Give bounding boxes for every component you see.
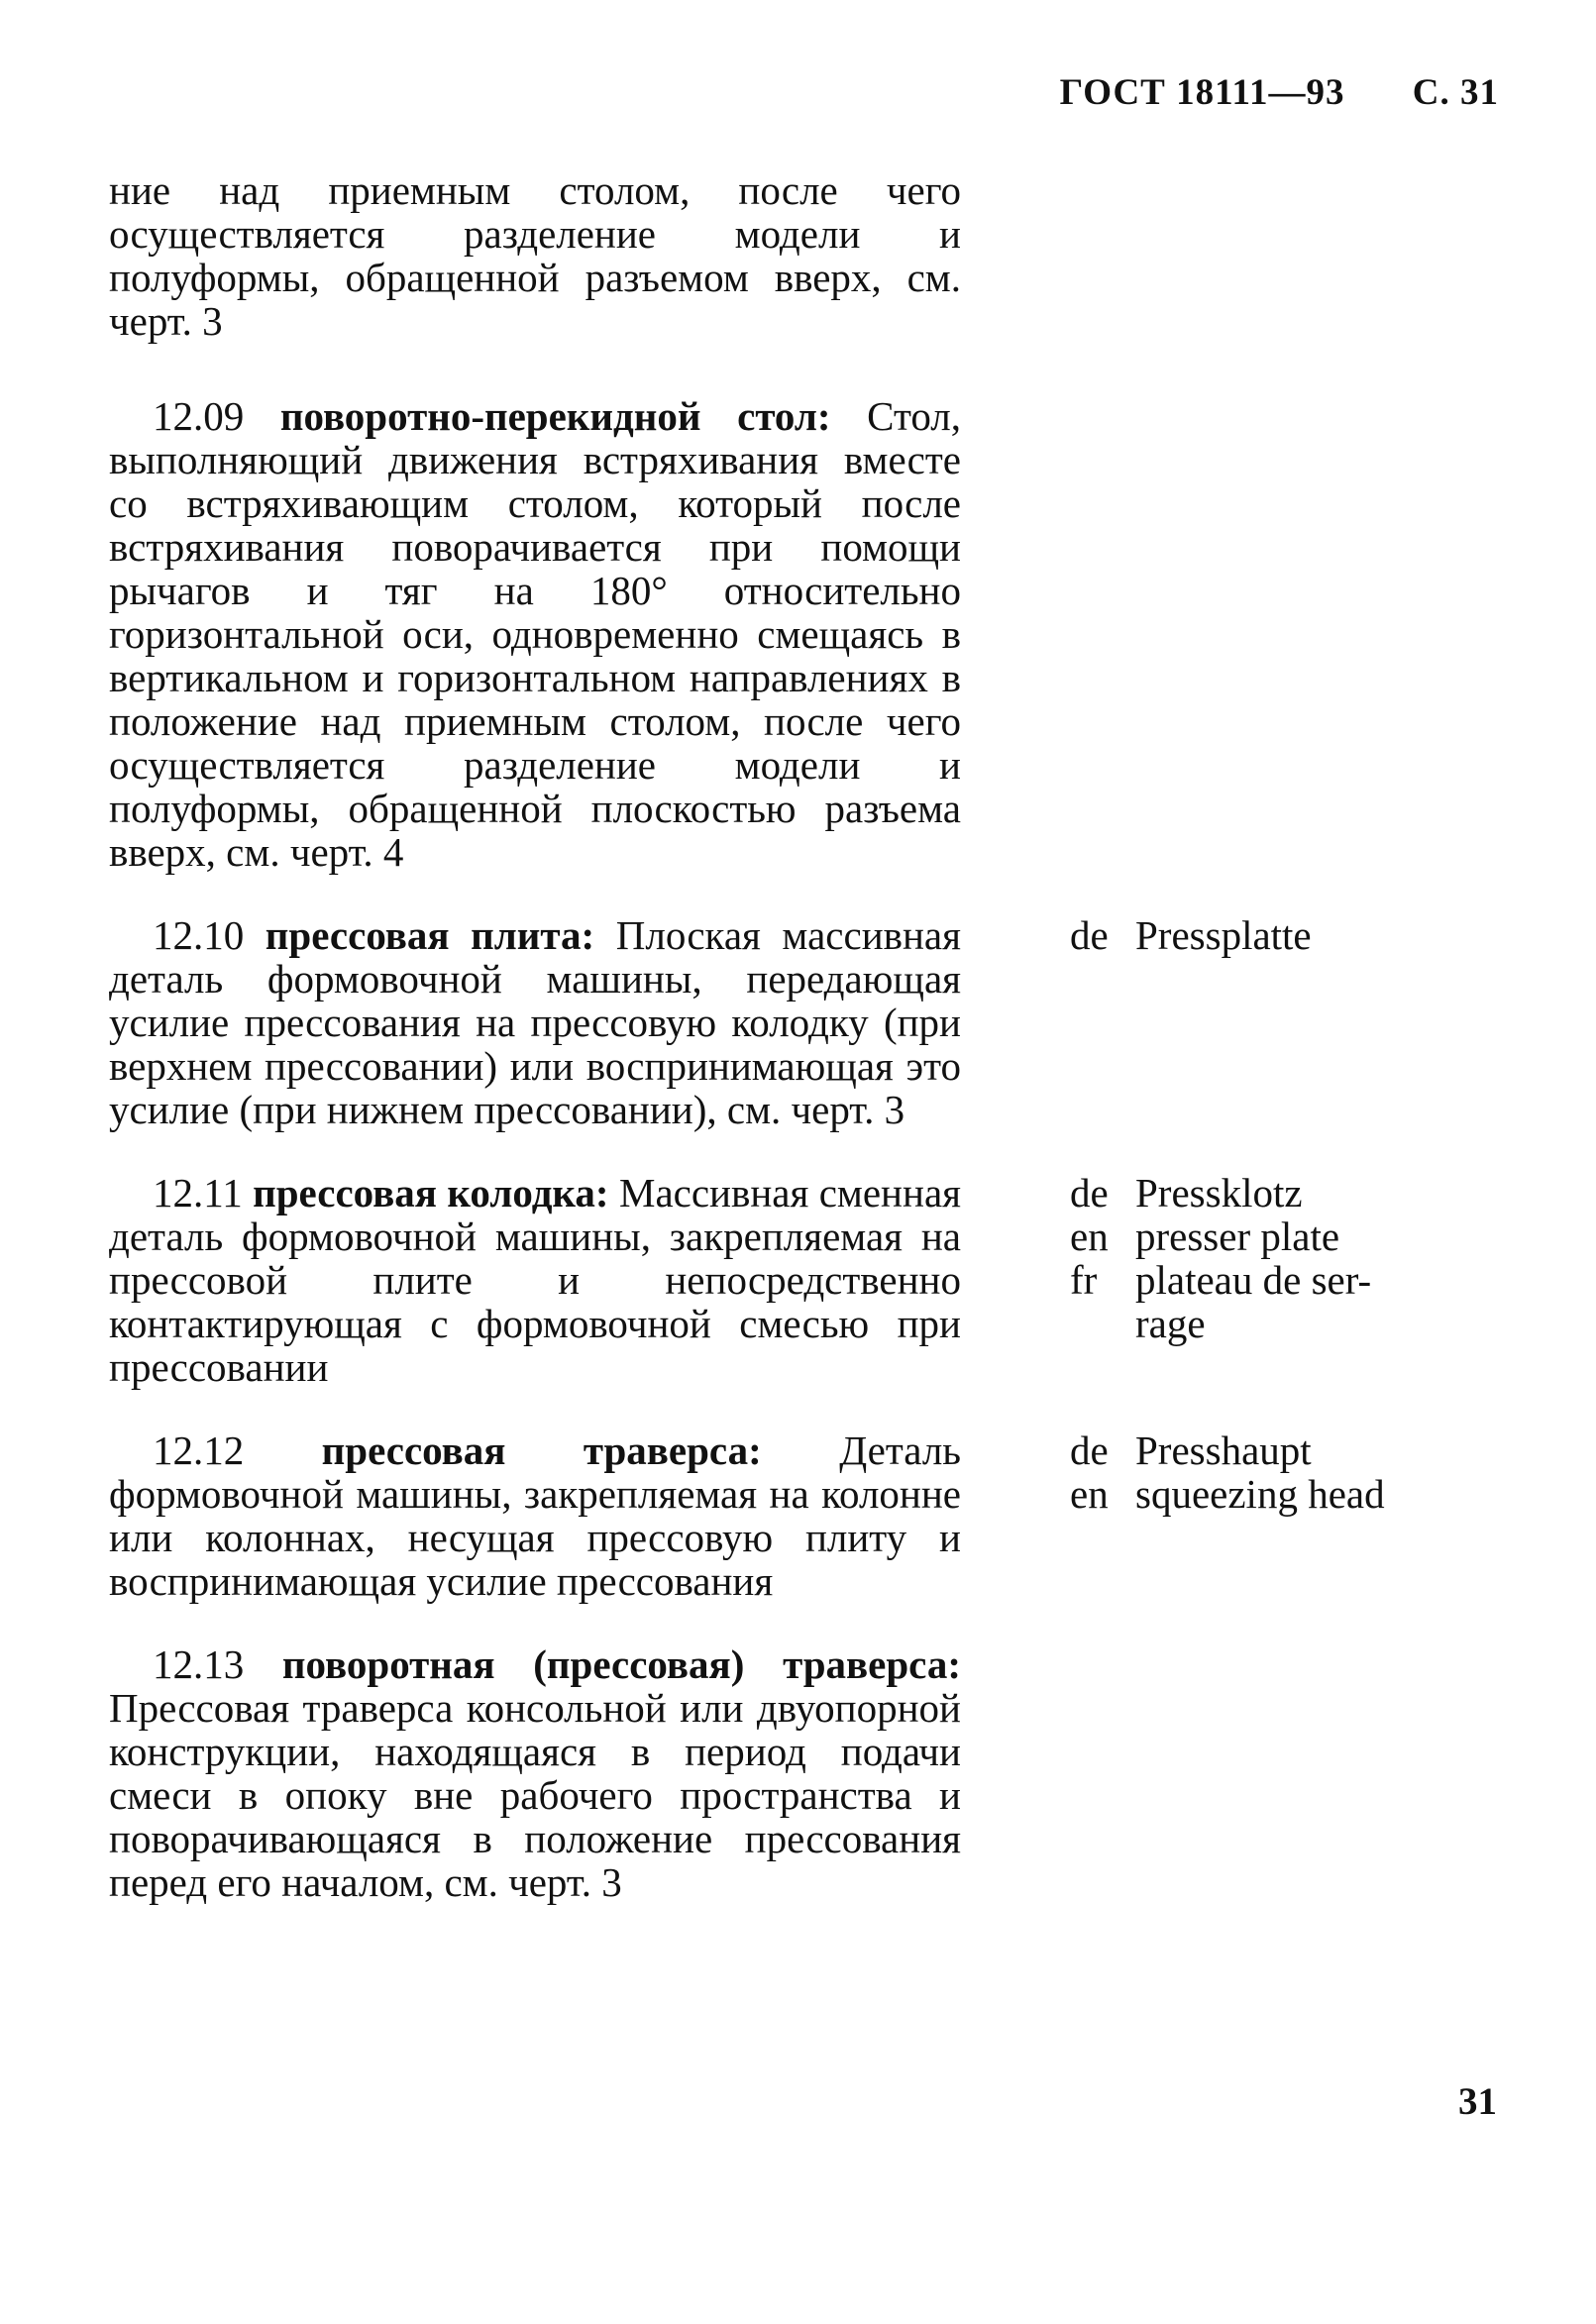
equivalent-term: Pressklotz xyxy=(1135,1170,1303,1215)
entry-number: 12.13 xyxy=(153,1641,245,1687)
entry-term: прессовая колодка: xyxy=(253,1170,609,1215)
entry-definition: Прессовая траверса консольной или двуопорной конструкции, находящаяся в период подачи смеси в опоку вне рабочего пространства и поворачивающаяся в положение прессования перед его началом, см. черт. 3 xyxy=(109,1685,961,1905)
equivalent-term: plateau de ser- xyxy=(1135,1257,1372,1303)
equivalent-line xyxy=(1070,1171,1486,1215)
page-label: С. 31 xyxy=(1412,72,1499,113)
language-code: fr xyxy=(1070,1257,1098,1303)
equivalent-term: Presshaupt xyxy=(1135,1427,1312,1473)
entry-term: поворотная (прессовая) траверса: xyxy=(281,1641,961,1687)
equivalent-line xyxy=(1070,913,1486,957)
equivalent-term: rage xyxy=(1135,1301,1206,1346)
entry-number: 12.11 xyxy=(153,1170,243,1215)
language-code xyxy=(1070,1302,1135,1345)
equivalent-line xyxy=(1070,1302,1486,1345)
entry-12-10 xyxy=(109,913,961,1131)
entry-term: прессовая траверса: xyxy=(321,1427,762,1473)
standard-designation: ГОСТ 18111—93 xyxy=(1059,72,1345,113)
entry-definition: Массивная сменная деталь формовочной машины, закрепляемая на прессовой плите и непосредственно контактирующая с формовочной смесью при прессовании xyxy=(109,1170,961,1390)
equivalent-term: presser plate xyxy=(1135,1214,1340,1259)
entry-number: 12.10 xyxy=(153,912,245,958)
equivalent-term: squeezing head xyxy=(1135,1471,1385,1517)
entry-definition: Деталь формовочной машины, закрепляемая на колонне или колоннах, несущая прессовую плиту и воспринимающая усилие прессования xyxy=(109,1427,961,1604)
entry-12-11 xyxy=(109,1171,961,1389)
entry-number: 12.12 xyxy=(153,1427,245,1473)
entry-12-13 xyxy=(109,1642,961,1904)
page-number: 31 xyxy=(1458,2080,1497,2123)
equivalents-12-10 xyxy=(1070,913,1486,957)
language-code: de xyxy=(1070,912,1109,958)
entry-definition: Стол, выполняющий движения встряхивания вместе со встряхивающим столом, который после встряхивания поворачивается при помощи рычагов и тяг на 180° относительно горизонтальной оси, одновременно смещаясь в вертикальном и горизонтальном направлениях в положение над приемным столом, после чего осуществляется разделение модели и полуформы, обращенной плоскостью разъема вверх, см. черт. 4 xyxy=(109,393,961,875)
entry-12-09 xyxy=(109,394,961,874)
language-code: de xyxy=(1070,1170,1109,1215)
language-code: en xyxy=(1070,1471,1109,1517)
entry-definition: Плоская массивная деталь формовочной машины, передающая усилие прессования на прессовую колодку (при верхнем прессовании) или воспринимающая это усилие (при нижнем прессовании), см. черт. 3 xyxy=(109,912,961,1132)
entry-term: прессовая плита: xyxy=(265,912,595,958)
continued-definition: ние над приемным столом, после чего осуществляется разделение модели и полуформы, обращенной разъемом вверх, см. черт. 3 xyxy=(109,167,961,344)
equivalent-line xyxy=(1070,1215,1486,1258)
entry-term: поворотно-перекидной стол: xyxy=(279,393,831,439)
definitions-column xyxy=(109,168,961,1944)
page-header xyxy=(1060,71,1499,114)
equivalent-line xyxy=(1070,1428,1486,1472)
equivalents-12-12 xyxy=(1070,1428,1486,1516)
equivalent-term: Pressplatte xyxy=(1135,912,1312,958)
entry-12-12 xyxy=(109,1428,961,1603)
language-code: en xyxy=(1070,1214,1109,1259)
equivalents-12-11 xyxy=(1070,1171,1486,1345)
equivalent-line xyxy=(1070,1258,1486,1302)
language-code: de xyxy=(1070,1427,1109,1473)
entry-number: 12.09 xyxy=(153,393,245,439)
equivalent-line xyxy=(1070,1472,1486,1516)
